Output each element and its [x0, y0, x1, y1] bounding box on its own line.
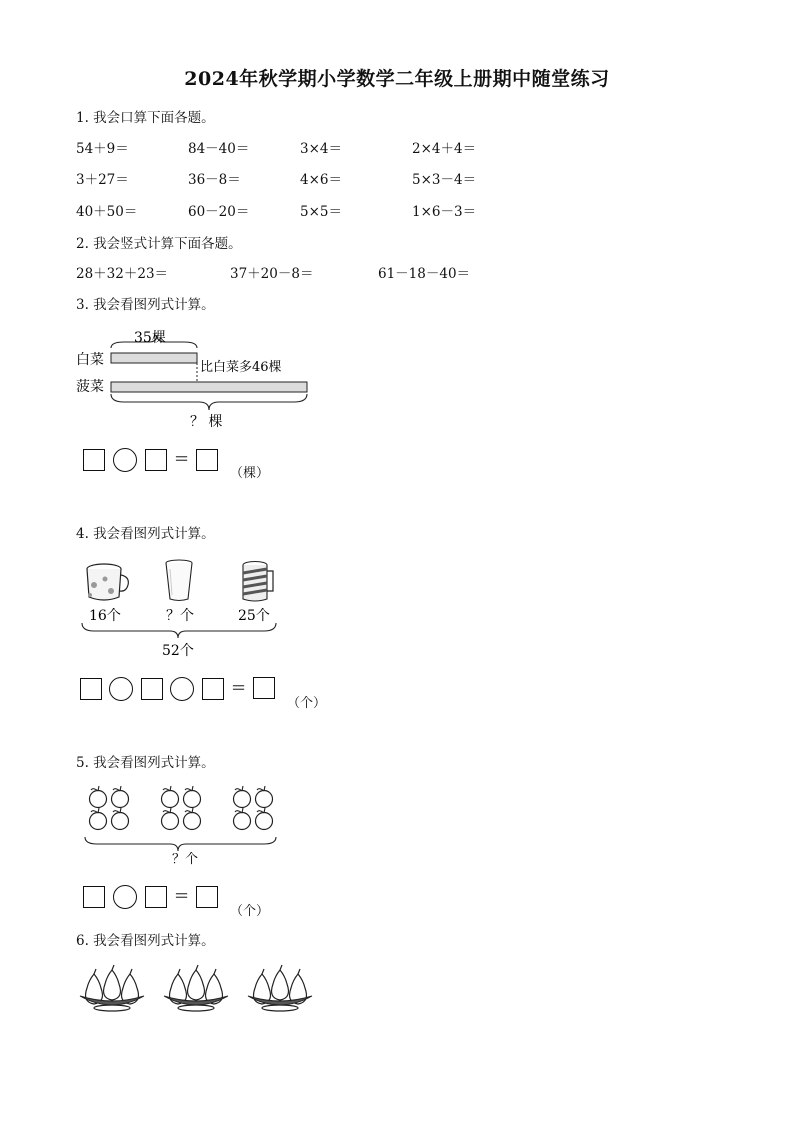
page-title: 2024年秋学期小学数学二年级上册期中随堂练习	[184, 68, 610, 90]
q4-label-1: 16个	[89, 608, 121, 624]
answer-box[interactable]	[83, 886, 105, 908]
q1-item: 3×4＝	[300, 141, 342, 157]
apple-icon	[90, 786, 107, 808]
q2-item: 28＋32＋23＝	[76, 266, 169, 282]
apple-icon	[184, 808, 201, 830]
q1-prompt: 1. 我会口算下面各题。	[76, 110, 215, 126]
q4-prompt: 4. 我会看图列式计算。	[76, 526, 215, 542]
apple-icon	[162, 808, 179, 830]
apple-icon	[256, 786, 273, 808]
label-top: 35棵	[134, 330, 166, 346]
pear-plate-icon	[248, 965, 312, 1011]
label-more: 比白菜多46棵	[200, 360, 282, 375]
q1-item: 60－20＝	[188, 204, 250, 220]
answer-box[interactable]	[196, 449, 218, 471]
answer-box[interactable]	[145, 449, 167, 471]
equals-sign: =	[231, 677, 247, 698]
q1-item: 3＋27＝	[76, 172, 129, 188]
answer-box[interactable]	[80, 678, 102, 700]
operator-circle[interactable]	[113, 885, 137, 909]
q6-prompt: 6. 我会看图列式计算。	[76, 933, 215, 949]
striped-cup-icon	[243, 562, 273, 602]
label-row2: 菠菜	[76, 379, 104, 395]
equals-sign: =	[174, 885, 190, 906]
pear-plate-icon	[80, 965, 144, 1011]
pear-plate-icon	[164, 965, 228, 1011]
q3-prompt: 3. 我会看图列式计算。	[76, 297, 215, 313]
answer-box[interactable]	[202, 678, 224, 700]
answer-box[interactable]	[196, 886, 218, 908]
q6-pears-diagram	[78, 962, 328, 1014]
apple-icon	[90, 808, 107, 830]
operator-circle[interactable]	[170, 677, 194, 701]
q4-total: 52个	[162, 643, 194, 659]
apple-icon	[234, 808, 251, 830]
q2-prompt: 2. 我会竖式计算下面各题。	[76, 236, 242, 252]
q4-cups-diagram	[78, 555, 288, 659]
apple-icon	[162, 786, 179, 808]
q1-item: 4×6＝	[300, 172, 342, 188]
operator-circle[interactable]	[109, 677, 133, 701]
label-row1: 白菜	[76, 352, 104, 368]
q4-label-3: 25个	[238, 608, 270, 624]
q5-total: ？个	[172, 852, 199, 867]
q4-unit: （个）	[287, 696, 327, 711]
q1-item: 36－8＝	[188, 172, 241, 188]
mug-icon	[87, 564, 128, 600]
q5-unit: （个）	[230, 904, 270, 919]
q4-label-2: ？个	[166, 608, 194, 624]
cabbage-bar	[111, 353, 197, 363]
q1-item: 5×3－4＝	[412, 172, 477, 188]
answer-box[interactable]	[141, 678, 163, 700]
q3-unit: （棵）	[230, 466, 270, 481]
q5-brace	[85, 837, 276, 851]
answer-box[interactable]	[253, 677, 275, 699]
operator-circle[interactable]	[113, 448, 137, 472]
q4-brace	[82, 623, 276, 638]
q1-item: 54＋9＝	[76, 141, 129, 157]
q1-item: 2×4＋4＝	[412, 141, 477, 157]
glass-icon	[166, 560, 192, 601]
q5-prompt: 5. 我会看图列式计算。	[76, 755, 215, 771]
bottom-brace	[111, 394, 307, 410]
q2-item: 37＋20－8＝	[230, 266, 314, 282]
equals-sign: =	[174, 448, 190, 469]
q3-bar-diagram	[74, 326, 324, 434]
q1-item: 84－40＝	[188, 141, 250, 157]
apple-icon	[234, 786, 251, 808]
q5-apples-diagram	[80, 785, 290, 867]
q2-item: 61－18－40＝	[378, 266, 471, 282]
answer-box[interactable]	[83, 449, 105, 471]
q1-item: 40＋50＝	[76, 204, 138, 220]
apple-icon	[184, 786, 201, 808]
label-total: ？ 棵	[190, 414, 223, 430]
q1-item: 5×5＝	[300, 204, 342, 220]
spinach-bar	[111, 382, 307, 392]
apple-icon	[256, 808, 273, 830]
apple-icon	[112, 786, 129, 808]
apple-icon	[112, 808, 129, 830]
q1-item: 1×6－3＝	[412, 204, 477, 220]
answer-box[interactable]	[145, 886, 167, 908]
